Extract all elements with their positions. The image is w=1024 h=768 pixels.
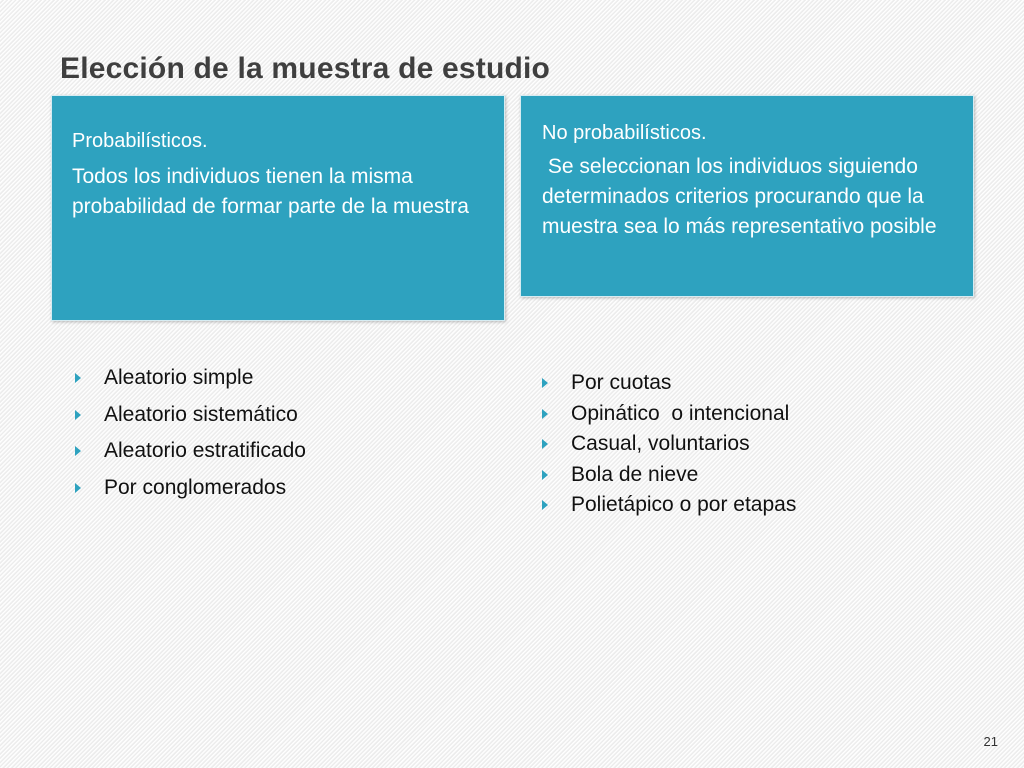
- non-probabilistic-methods-list: [542, 368, 796, 521]
- list-item: [542, 429, 796, 460]
- triangle-right-icon: [75, 410, 81, 420]
- list-item-label: Aleatorio estratificado: [104, 439, 306, 463]
- slide-title: Elección de la muestra de estudio: [60, 52, 551, 85]
- list-item-label: Polietápico o por etapas: [571, 493, 797, 517]
- list-item: [75, 470, 306, 507]
- non-probabilistic-box: [520, 95, 974, 297]
- triangle-right-icon: [542, 439, 548, 449]
- list-item: [542, 460, 796, 491]
- list-item-label: Bola de nieve: [571, 462, 699, 486]
- probabilistic-heading: Probabilísticos.: [72, 130, 208, 152]
- list-item: [542, 399, 796, 430]
- triangle-right-icon: [542, 409, 548, 419]
- probabilistic-box: [51, 95, 505, 321]
- list-item-label: Por conglomerados: [104, 475, 287, 499]
- triangle-right-icon: [542, 500, 548, 510]
- list-item: [75, 360, 306, 397]
- triangle-right-icon: [75, 373, 81, 383]
- list-item-label: Casual, voluntarios: [571, 432, 750, 456]
- triangle-right-icon: [542, 378, 548, 388]
- list-item: [542, 368, 796, 399]
- page-number: 21: [983, 734, 998, 749]
- probabilistic-description: Todos los individuos tienen la misma probabilidad de formar parte de la muestra: [72, 165, 469, 218]
- triangle-right-icon: [75, 483, 81, 493]
- list-item-label: Opinático o intencional: [571, 401, 790, 425]
- triangle-right-icon: [542, 470, 548, 480]
- probabilistic-methods-list: [75, 360, 306, 506]
- list-item: [542, 490, 796, 521]
- non-probabilistic-heading: No probabilísticos.: [542, 122, 707, 144]
- list-item: [75, 397, 306, 434]
- list-item-label: Aleatorio simple: [104, 366, 254, 390]
- non-probabilistic-description: Se seleccionan los individuos siguiendo determinados criterios procurando que la muestra sea lo más representativo posible: [542, 155, 937, 238]
- triangle-right-icon: [75, 446, 81, 456]
- list-item-label: Aleatorio sistemático: [104, 402, 298, 426]
- list-item-label: Por cuotas: [571, 371, 672, 395]
- list-item: [75, 433, 306, 470]
